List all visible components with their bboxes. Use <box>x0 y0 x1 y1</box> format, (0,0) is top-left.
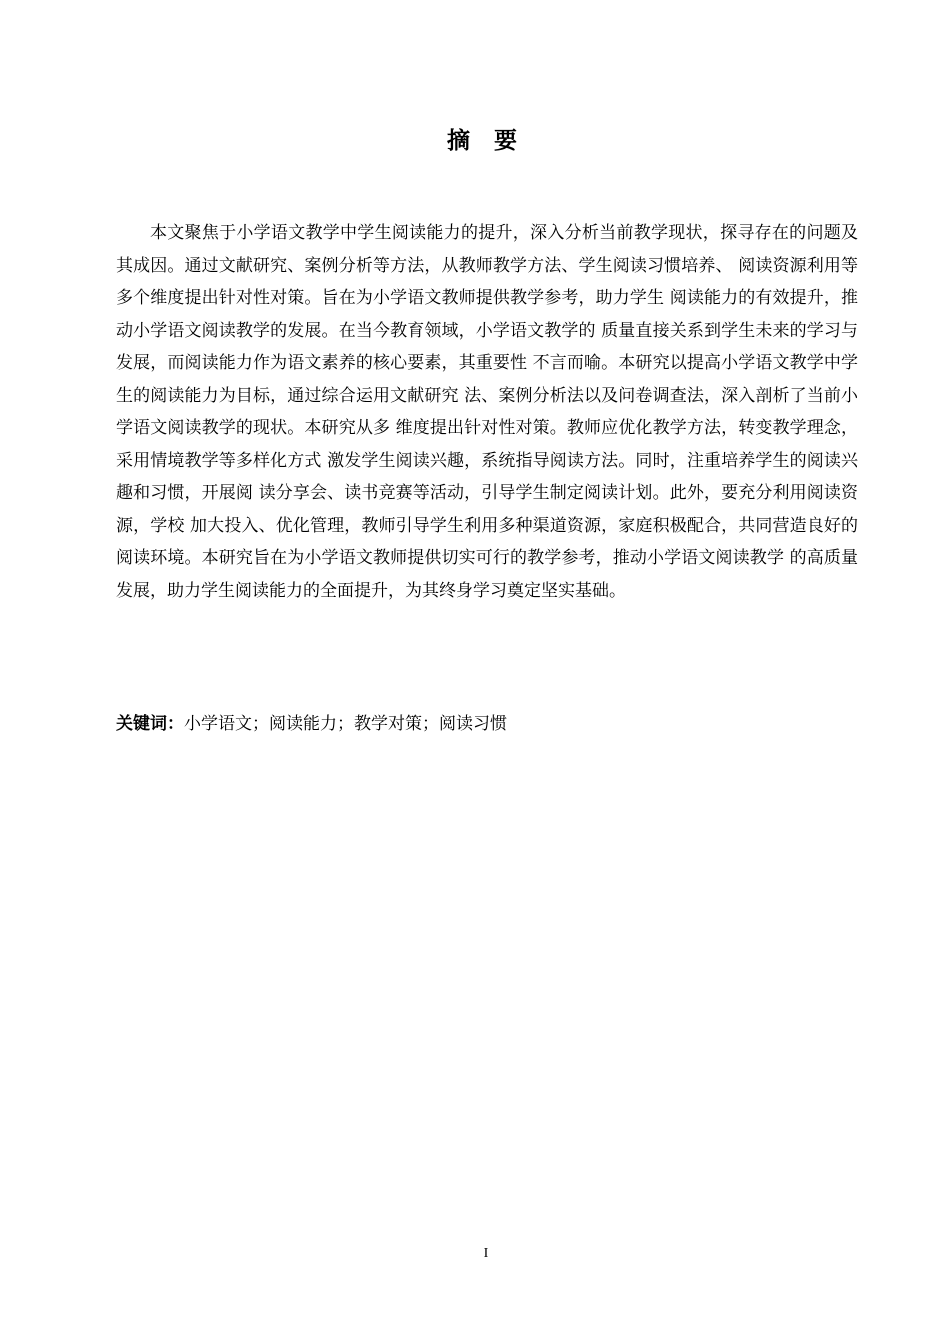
title-char-2: 要 <box>494 128 519 154</box>
abstract-paragraph: 本文聚焦于小学语文教学中学生阅读能力的提升，深入分析当前教学现状，探寻存在的问题及其成因。通过文献研究、案例分析等方法，从教师教学方法、学生阅读习惯培养、 阅读资源利用等多个维度提出针对性对策。旨在为小学语文教师提供教学参考，助力学生 阅读能力的有效提升，推动小学语文阅读教学的发展。在当今教育领域，小学语文教学的 质量直接关系到学生未来的学习与发展，而阅读能力作为语文素养的核心要素，其重要性 不言而喻。本研究以提高小学语文教学中学生的阅读能力为目标，通过综合运用文献研究 法、案例分析法以及问卷调查法，深入剖析了当前小学语文阅读教学的现状。本研究从多 维度提出针对性对策。教师应优化教学方法，转变教学理念，采用情境教学等多样化方式 激发学生阅读兴趣，系统指导阅读方法。同时，注重培养学生的阅读兴趣和习惯，开展阅 读分享会、读书竞赛等活动，引导学生制定阅读计划。此外，要充分利用阅读资源，学校 加大投入、优化管理，教师引导学生利用多种渠道资源，家庭积极配合，共同营造良好的 阅读环境。本研究旨在为小学语文教师提供切实可行的教学参考，推动小学语文阅读教学 的高质量发展，助力学生阅读能力的全面提升，为其终身学习奠定坚实基础。 <box>116 223 858 601</box>
title-char-1: 摘 <box>447 128 472 154</box>
keywords-label: 关键词： <box>116 714 184 734</box>
page-number: I <box>483 1246 489 1261</box>
page-title <box>0 122 950 155</box>
keywords-line <box>116 709 858 739</box>
keywords-value: 小学语文；阅读能力；教学对策；阅读习惯 <box>184 714 507 734</box>
